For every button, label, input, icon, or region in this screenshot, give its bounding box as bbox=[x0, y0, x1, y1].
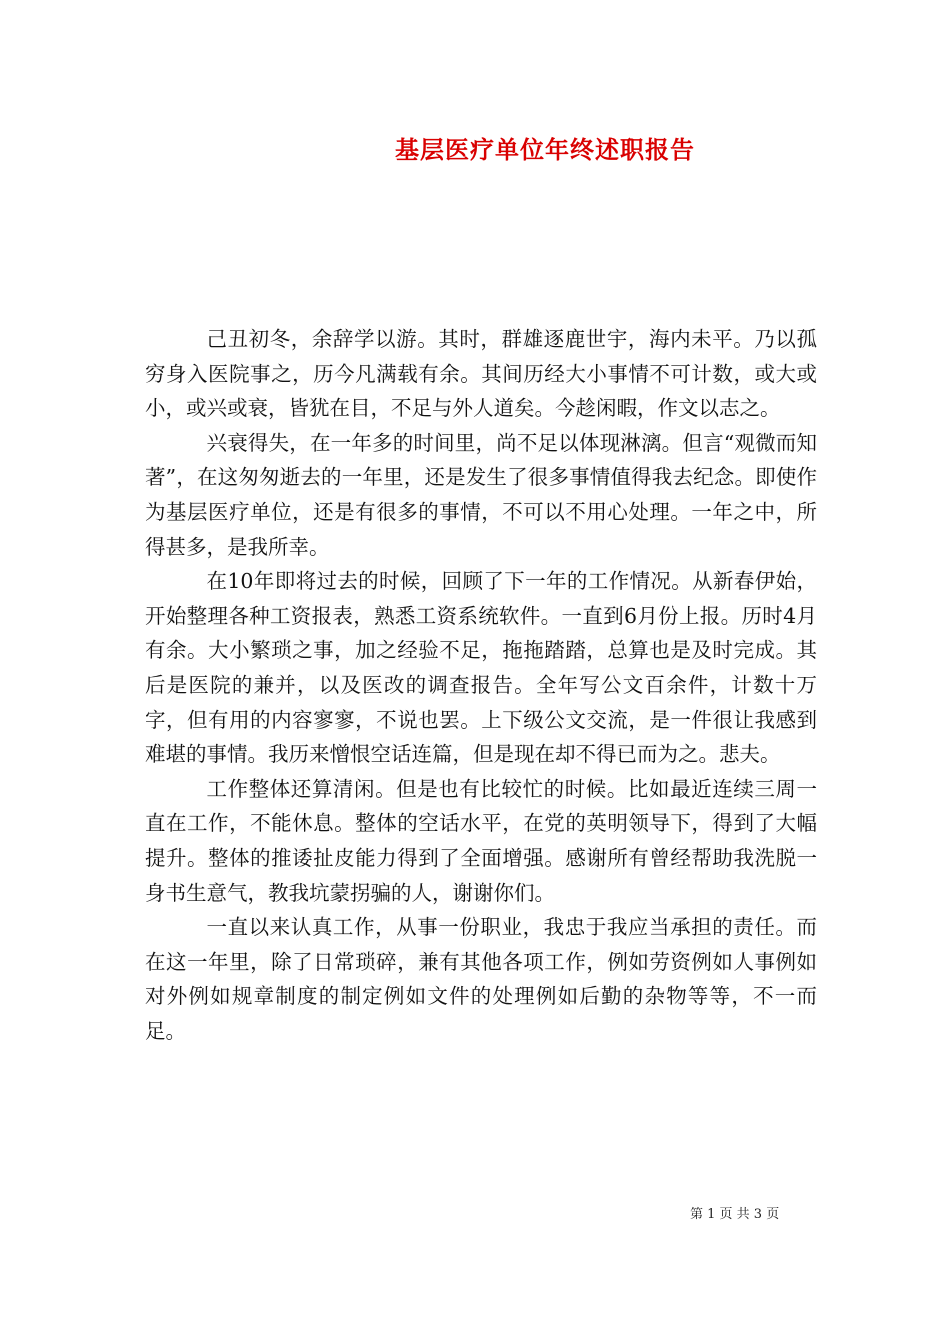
paragraph: 一直以来认真工作，从事一份职业，我忠于我应当承担的责任。而在这一年里，除了日常琐碎，兼有其他各项工作，例如劳资例如人事例如对外例如规章制度的制定例如文件的处理例如后勤的杂物等等，不一而足。 bbox=[145, 915, 817, 1043]
paragraph: 工作整体还算清闲。但是也有比较忙的时候。比如最近连续三周一直在工作，不能休息。整体的空话水平，在党的英明领导下，得到了大幅提升。整体的推诿扯皮能力得到了全面增强。感谢所有曾经帮助我洗脱一身书生意气，教我坑蒙拐骗的人，谢谢你们。 bbox=[145, 776, 817, 905]
paragraph: 己丑初冬，余辞学以游。其时，群雄逐鹿世宇，海内未平。乃以孤穷身入医院事之，历今凡满载有余。其间历经大小事情不可计数，或大或小，或兴或衰，皆犹在目，不足与外人道矣。今趁闲暇，作文以志之。 bbox=[145, 327, 817, 421]
document-title: 基层医疗单位年终述职报告 bbox=[395, 135, 695, 164]
document-body bbox=[145, 322, 817, 1048]
page-footer: 第 1 页 共 3 页 bbox=[690, 1207, 780, 1222]
paragraph: 在10年即将过去的时候，回顾了下一年的工作情况。从新春伊始，开始整理各种工资报表，熟悉工资系统软件。一直到6月份上报。历时4月有余。大小繁琐之事，加之经验不足，拖拖踏踏，总算也是及时完成。其后是医院的兼并，以及医改的调查报告。全年写公文百余件，计数十万字，但有用的内容寥寥，不说也罢。上下级公文交流，是一件很让我感到难堪的事情。我历来憎恨空话连篇，但是现在却不得已而为之。悲夫。 bbox=[145, 569, 817, 767]
paragraph: 兴衰得失，在一年多的时间里，尚不足以体现淋漓。但言“观微而知著”，在这匆匆逝去的一年里，还是发生了很多事情值得我去纪念。即使作为基层医疗单位，还是有很多的事情，不可以不用心处理。一年之中，所得甚多，是我所幸。 bbox=[145, 430, 817, 559]
